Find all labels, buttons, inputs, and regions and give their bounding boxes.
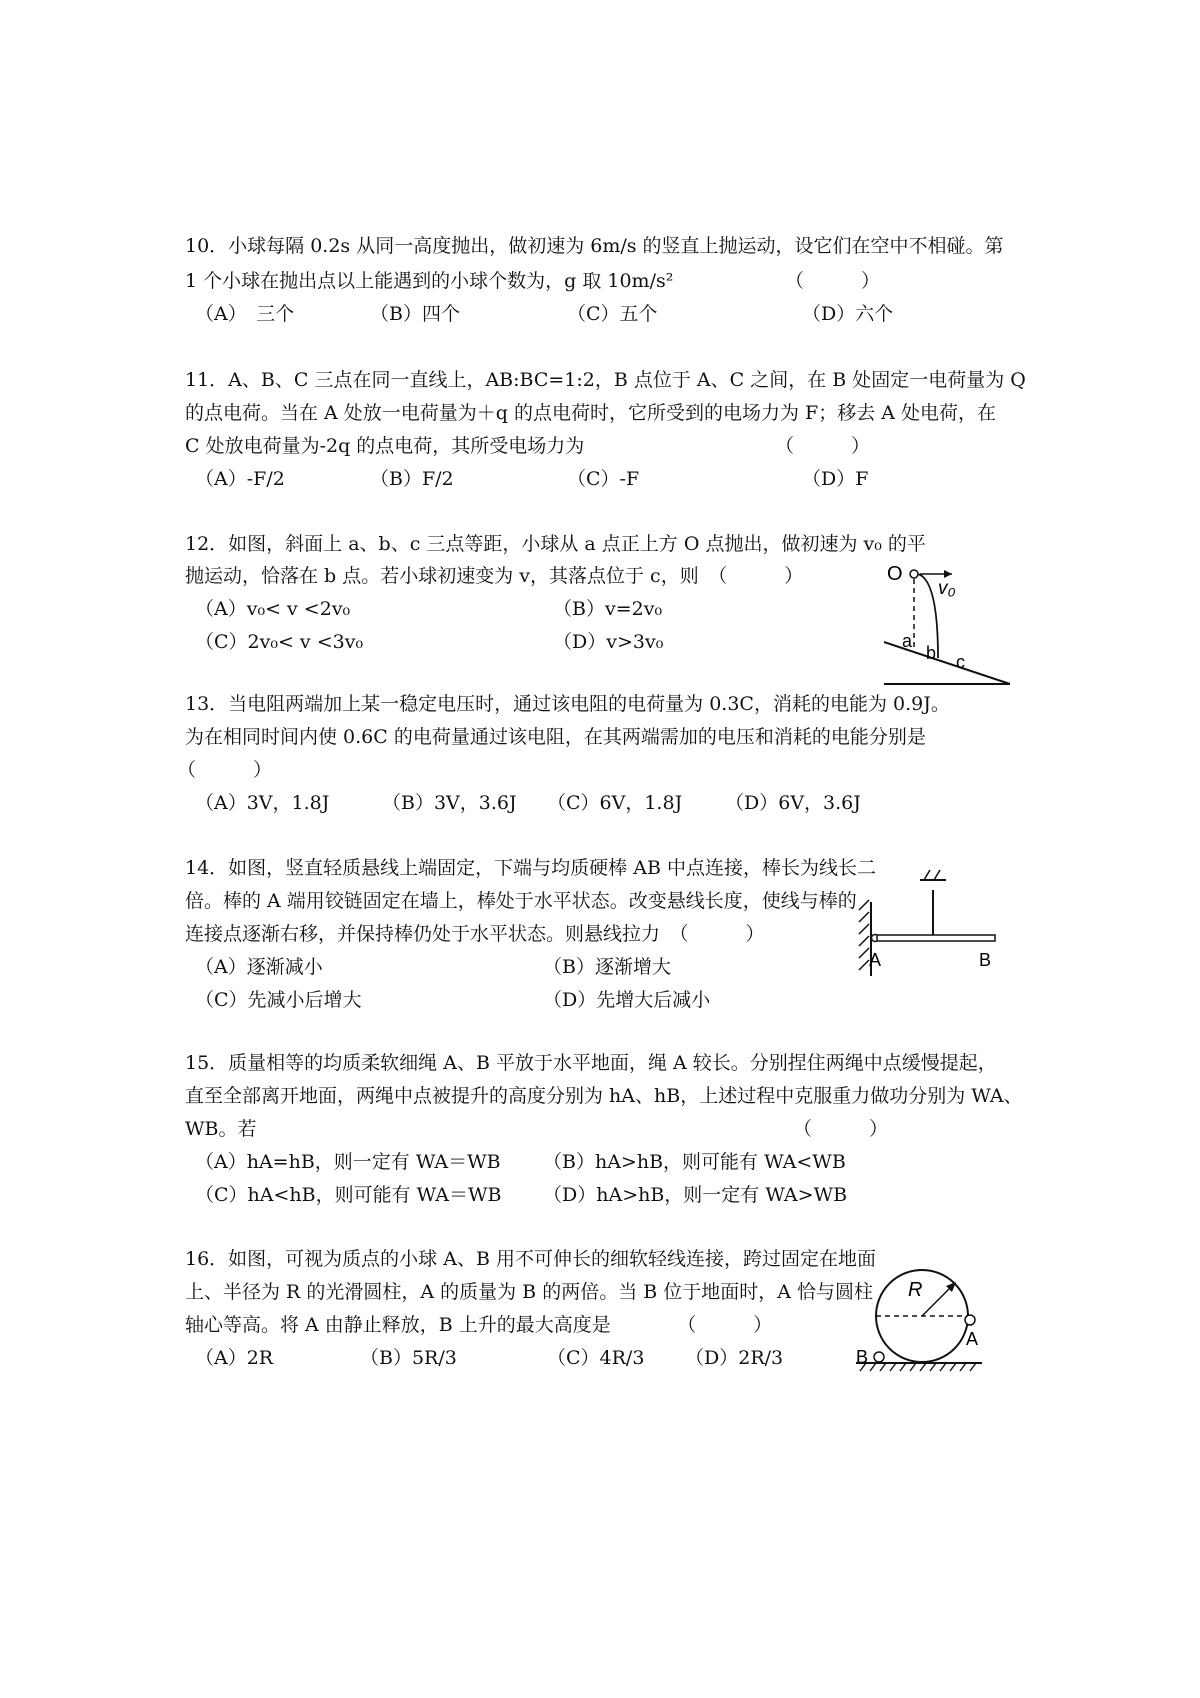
question-15-line-3: WB。若 [185,1118,257,1140]
question-15-option-b[interactable]: （B）hA>hB，则可能有 WA<WB [543,1151,846,1173]
question-11-option-d[interactable]: （D）F [802,468,869,490]
figure-label-b: b [926,643,937,663]
projectile-incline-figure [880,560,1030,695]
question-13-option-c[interactable]: （C）6V，1.8J [547,792,683,814]
figure-label-o: O [887,563,903,585]
question-14-line-1: 14．如图，竖直轻质悬线上端固定，下端与均质硬棒 AB 中点连接，棒长为线长二 [185,857,876,879]
question-16-option-d[interactable]: （D）2R/3 [685,1347,784,1369]
question-15-option-c[interactable]: （C）hA<hB，则可能有 WA＝WB [195,1184,502,1206]
figure-label-a: a [902,631,913,651]
hinged-rod-figure [855,890,1015,990]
question-10-line-2: 1 个小球在抛出点以上能遇到的小球个数为，g 取 10m/s² [185,270,674,292]
question-13-answer-blank: （ ） [177,759,273,781]
question-14-option-d[interactable]: （D）先增大后减小 [543,989,711,1011]
question-10-option-b[interactable]: （B）四个 [370,303,460,325]
question-10-option-c[interactable]: （C）五个 [567,303,658,325]
figure-label-b: B [856,1347,869,1367]
question-16-option-c[interactable]: （C）4R/3 [547,1347,645,1369]
question-15-option-d[interactable]: （D）hA>hB，则一定有 WA>WB [543,1184,848,1206]
question-12-line-2: 抛运动，恰落在 b 点。若小球初速变为 v，其落点位于 c，则 （ ） [185,565,804,587]
question-13-line-2: 为在相同时间内使 0.6C 的电荷量通过该电阻，在其两端需加的电压和消耗的电能分别是 [185,726,926,748]
cylinder-pulley-figure [850,1260,990,1375]
figure-label-c: c [956,652,965,672]
question-13-option-d[interactable]: （D）6V，3.6J [725,792,861,814]
question-10-answer-blank: （ ） [785,270,881,292]
ceiling-hook-icon [918,866,948,884]
question-11-option-b[interactable]: （B）F/2 [370,468,454,490]
question-11-line-2: 的点电荷。当在 A 处放一电荷量为＋q 的点电荷时，它所受到的电场力为 F；移去 A 处电荷，在 [185,402,997,424]
question-12-option-a[interactable]: （A）v₀< v <2v₀ [195,598,351,620]
question-16-option-a[interactable]: （A）2R [195,1347,274,1369]
question-15-option-a[interactable]: （A）hA=hB，则一定有 WA＝WB [195,1151,501,1173]
question-16-option-b[interactable]: （B）5R/3 [360,1347,457,1369]
question-15-line-1: 15．质量相等的均质柔软细绳 A、B 平放于水平地面，绳 A 较长。分别捏住两绳中点缓慢提起， [185,1052,997,1074]
question-13-line-1: 13．当电阻两端加上某一稳定电压时，通过该电阻的电荷量为 0.3C，消耗的电能为 0.9J。 [185,693,950,715]
question-11-line-3: C 处放电荷量为-2q 的点电荷，其所受电场力为 [185,435,585,457]
question-12-line-1: 12．如图，斜面上 a、b、c 三点等距，小球从 a 点正上方 O 点抛出，做初速为 v₀ 的平 [185,533,926,555]
question-10-line-1: 10．小球每隔 0.2s 从同一高度抛出，做初速为 6m/s 的竖直上抛运动，设它们在空中不相碰。第 [185,235,1004,257]
question-14-option-c[interactable]: （C）先减小后增大 [195,989,362,1011]
question-14-line-2: 倍。棒的 A 端用铰链固定在墙上，棒处于水平状态。改变悬线长度，使线与棒的 [185,890,857,912]
question-11-answer-blank: （ ） [775,435,871,457]
question-15-answer-blank: （ ） [793,1118,889,1140]
figure-label-a: A [966,1329,979,1349]
question-10-option-d[interactable]: （D）六个 [802,303,894,325]
question-14-option-a[interactable]: （A）逐渐减小 [195,956,323,978]
question-12-option-b[interactable]: （B）v=2v₀ [553,598,663,620]
question-11-option-a[interactable]: （A）-F/2 [195,468,285,490]
question-11-line-1: 11．A、B、C 三点在同一直线上，AB:BC=1:2，B 点位于 A、C 之间，在 B 处固定一电荷量为 Q [185,369,1026,391]
question-14-option-b[interactable]: （B）逐渐增大 [543,956,671,978]
figure-label-b: B [979,950,992,970]
question-12-option-d[interactable]: （D）v>3v₀ [553,631,664,653]
question-13-option-a[interactable]: （A）3V，1.8J [195,792,330,814]
figure-label-r: R [908,1279,923,1301]
question-11-option-c[interactable]: （C）-F [567,468,640,490]
question-16-line-1: 16．如图，可视为质点的小球 A、B 用不可伸长的细软轻线连接，跨过固定在地面 [185,1248,876,1270]
question-16-line-3: 轴心等高。将 A 由静止释放，B 上升的最大高度是 （ ） [185,1314,773,1336]
question-16-line-2: 上、半径为 R 的光滑圆柱，A 的质量为 B 的两倍。当 B 位于地面时，A 恰与圆柱 [185,1281,873,1303]
question-14-line-3: 连接点逐渐右移，并保持棒仍处于水平状态。则悬线拉力 （ ） [185,923,765,945]
question-15-line-2: 直至全部离开地面，两绳中点被提升的高度分别为 hA、hB，上述过程中克服重力做功分别为 WA、 [185,1085,1023,1107]
figure-label-v0: v₀ [938,578,956,599]
question-10-option-a[interactable]: （A） 三个 [195,303,295,325]
figure-label-a: A [869,950,882,970]
question-12-option-c[interactable]: （C）2v₀< v <3v₀ [195,631,364,653]
question-13-option-b[interactable]: （B）3V，3.6J [382,792,517,814]
